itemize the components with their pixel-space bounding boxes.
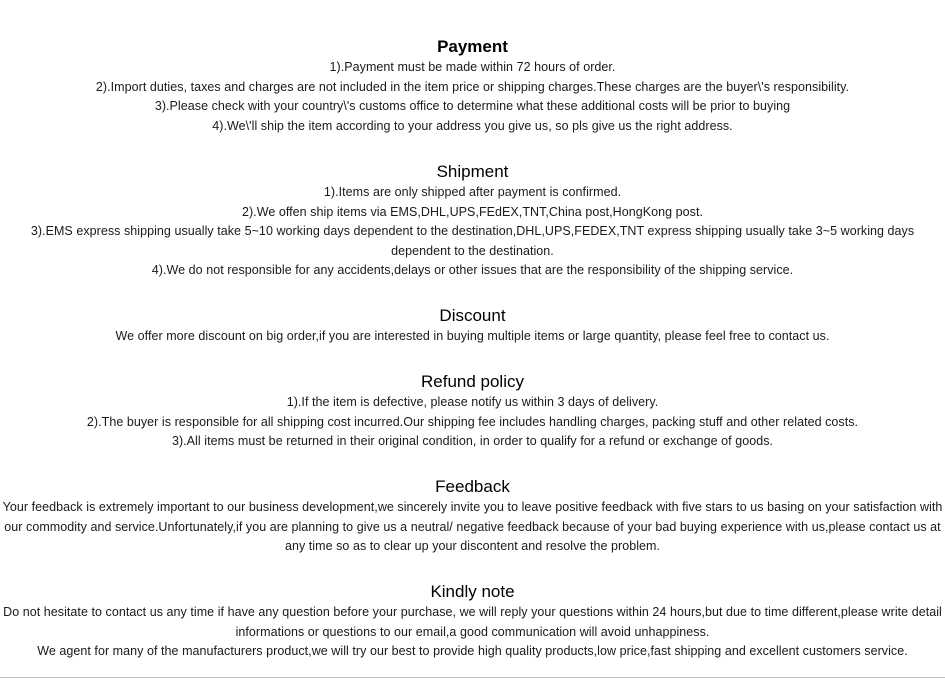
payment-line: 4).We\'ll ship the item according to your address you give us, so pls give us the right address. — [212, 118, 733, 133]
refund-line: 3).All items must be returned in their original condition, in order to qualify for a refund or exchange of goods. — [171, 434, 774, 448]
shipment-line: 4).We do not responsible for any accidents,delays or other issues that are the responsibility of the shipping service. — [151, 263, 794, 277]
kindly-note-heading: Kindly note — [430, 582, 515, 601]
payment-section — [0, 36, 945, 136]
feedback-section — [0, 476, 945, 557]
refund-section — [0, 371, 945, 452]
refund-line: 1).If the item is defective, please notify us within 3 days of delivery. — [286, 395, 659, 409]
discount-line: We offer more discount on big order,if you are interested in buying multiple items or large quantity, please feel free to contact us. — [115, 329, 830, 343]
refund-heading: Refund policy — [420, 372, 524, 391]
payment-line: 2).Import duties, taxes and charges are not included in the item price or shipping charges.These charges are the buyer\'s responsibility. — [95, 79, 850, 94]
bottom-divider — [0, 677, 945, 678]
feedback-heading: Feedback — [435, 477, 510, 496]
payment-heading: Payment — [437, 37, 508, 56]
shipment-line: 1).Items are only shipped after payment is confirmed. — [323, 185, 622, 199]
shipment-line: 2).We offen ship items via EMS,DHL,UPS,FEdEX,TNT,China post,HongKong post. — [241, 204, 704, 219]
shipment-section — [0, 161, 945, 281]
discount-section — [0, 305, 945, 347]
feedback-line: Your feedback is extremely important to our business development,we sincerely invite you to leave positive feedback with five stars to us basing on your satisfaction with our commodity and service.Unfortunately,if you are planning to give us a neutral/ negative feedback because of your bad buying experience with us,please contact us at any time so as to clear up your discontent and resolve the problem. — [2, 500, 943, 553]
refund-line: 2).The buyer is responsible for all shipping cost incurred.Our shipping fee includes handling charges, packing stuff and other related costs. — [86, 414, 859, 429]
payment-line: 1).Payment must be made within 72 hours of order. — [329, 60, 616, 74]
payment-line: 3).Please check with your country\'s customs office to determine what these additional costs will be prior to buying — [154, 99, 791, 113]
kindly-note-line: Do not hesitate to contact us any time if have any question before your purchase, we will reply your questions within 24 hours,but due to time different,please write detail informations or questions to our email,a good communication will avoid unhappiness. — [3, 605, 942, 639]
kindly-note-line: We agent for many of the manufacturers product,we will try our best to provide high quality products,low price,fast shipping and excellent customers service. — [37, 644, 908, 658]
kindly-note-section — [0, 581, 945, 662]
shipment-line: 3).EMS express shipping usually take 5~10 working days dependent to the destination,DHL,UPS,FEDEX,TNT express shipping usually take 3~5 working days dependent to the destination. — [30, 224, 915, 258]
discount-heading: Discount — [439, 306, 506, 325]
shipment-heading: Shipment — [436, 162, 509, 181]
